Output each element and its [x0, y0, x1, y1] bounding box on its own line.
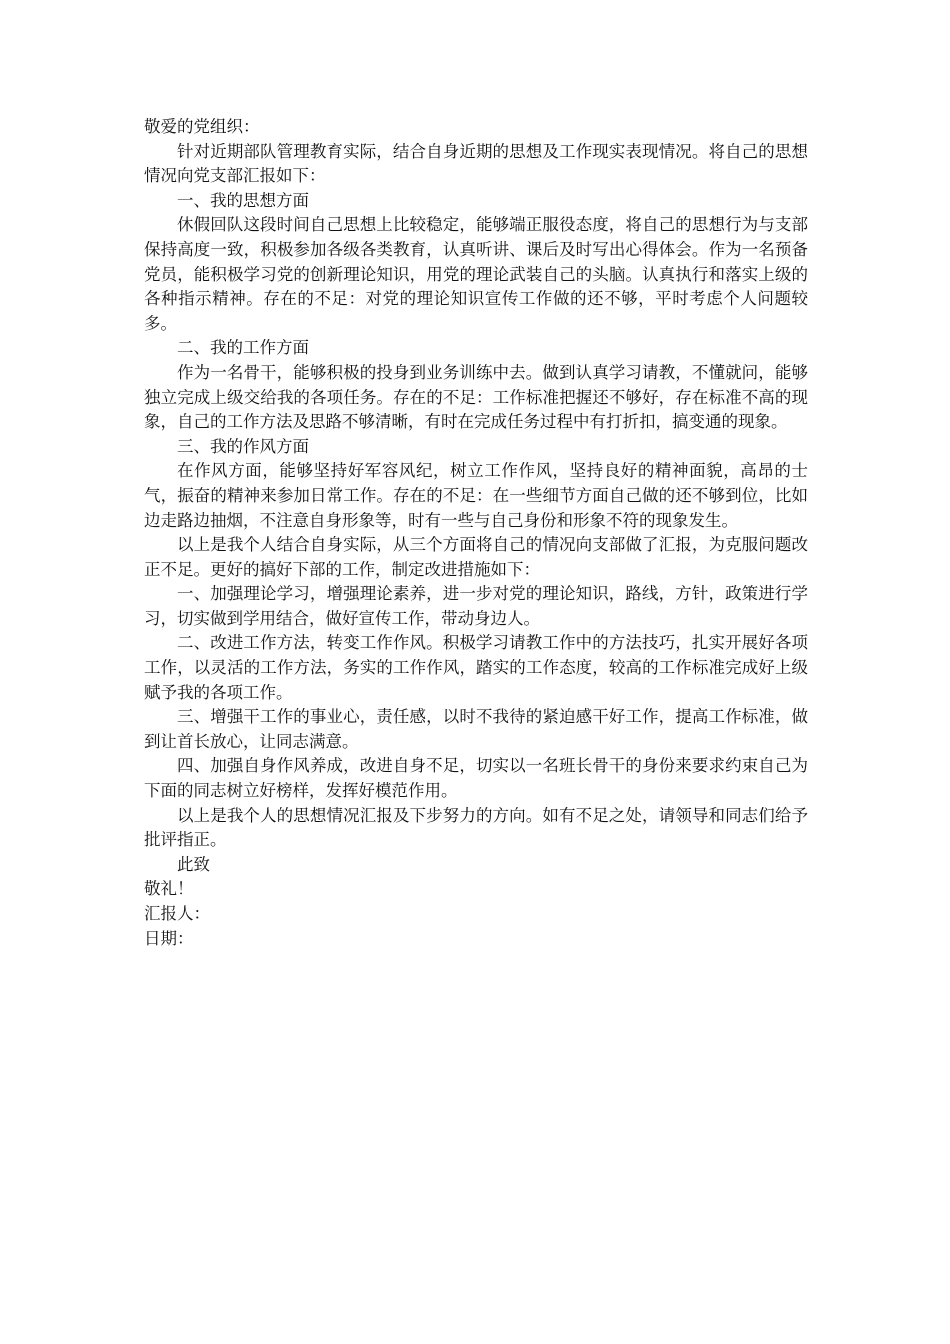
letter-document: [144, 115, 808, 951]
reporter-label: 汇报人：: [144, 904, 210, 923]
intro-paragraph: 针对近期部队管理教育实际，结合自身近期的思想及工作现实表现情况。将自己的思想情况向党支部汇报如下：: [144, 141, 808, 186]
closing-paragraph: 以上是我个人的思想情况汇报及下步努力的方向。如有不足之处，请领导和同志们给予批评指正。: [144, 805, 808, 850]
section-heading-style: 三、我的作风方面: [177, 436, 309, 456]
measure-item: 二、改进工作方法，转变工作作风。积极学习请教工作中的方法技巧，扎实开展好各项工作，以灵活的工作方法，务实的工作作风，踏实的工作态度，较高的工作标准完成好上级赋予我的各项工作。: [144, 633, 808, 702]
measure-item: 四、加强自身作风养成，改进自身不足，切实以一名班长骨干的身份来要求约束自己为下面的同志树立好榜样，发挥好模范作用。: [144, 756, 808, 801]
section-body-style: 在作风方面，能够坚持好军容风纪，树立工作作风，坚持良好的精神面貌，高昂的士气，振奋的精神来参加日常工作。存在的不足：在一些细节方面自己做的还不够到位，比如边走路边抽烟，不注意自身形象等，时有一些与自己身份和形象不符的现象发生。: [144, 461, 808, 530]
regards-line-2: 敬礼！: [144, 879, 194, 899]
section-body-work: 作为一名骨干，能够积极的投身到业务训练中去。做到认真学习请教，不懂就问，能够独立完成上级交给我的各项任务。存在的不足：工作标准把握还不够好，存在标准不高的现象，自己的工作方法及思路不够清晰，有时在完成任务过程中有打折扣，搞变通的现象。: [144, 362, 808, 432]
date-label: 日期：: [144, 928, 194, 948]
section-heading-thought: 一、我的思想方面: [177, 190, 309, 210]
measure-item: 三、增强干工作的事业心，责任感，以时不我待的紧迫感干好工作，提高工作标准，做到让首长放心，让同志满意。: [144, 707, 808, 751]
summary-paragraph: 以上是我个人结合自身实际，从三个方面将自己的情况向支部做了汇报，为克服问题改正不足。更好的搞好下部的工作，制定改进措施如下：: [144, 535, 808, 579]
section-heading-work: 二、我的工作方面: [177, 338, 309, 358]
salutation: 敬爱的党组织：: [144, 117, 260, 136]
section-body-thought: 休假回队这段时间自己思想上比较稳定，能够端正服役态度，将自己的思想行为与支部保持高度一致，积极参加各级各类教育，认真听讲、课后及时写出心得体会。作为一名预备党员，能积极学习党的创新理论知识，用党的理论武装自己的头脑。认真执行和落实上级的各种指示精神。存在的不足：对党的理论知识宣传工作做的还不够，平时考虑个人问题较多。: [144, 215, 808, 333]
measure-item: 一、加强理论学习，增强理论素养，进一步对党的理论知识，路线，方针，政策进行学习，切实做到学用结合，做好宣传工作，带动身边人。: [144, 584, 808, 628]
regards-line-1: 此致: [177, 854, 210, 874]
